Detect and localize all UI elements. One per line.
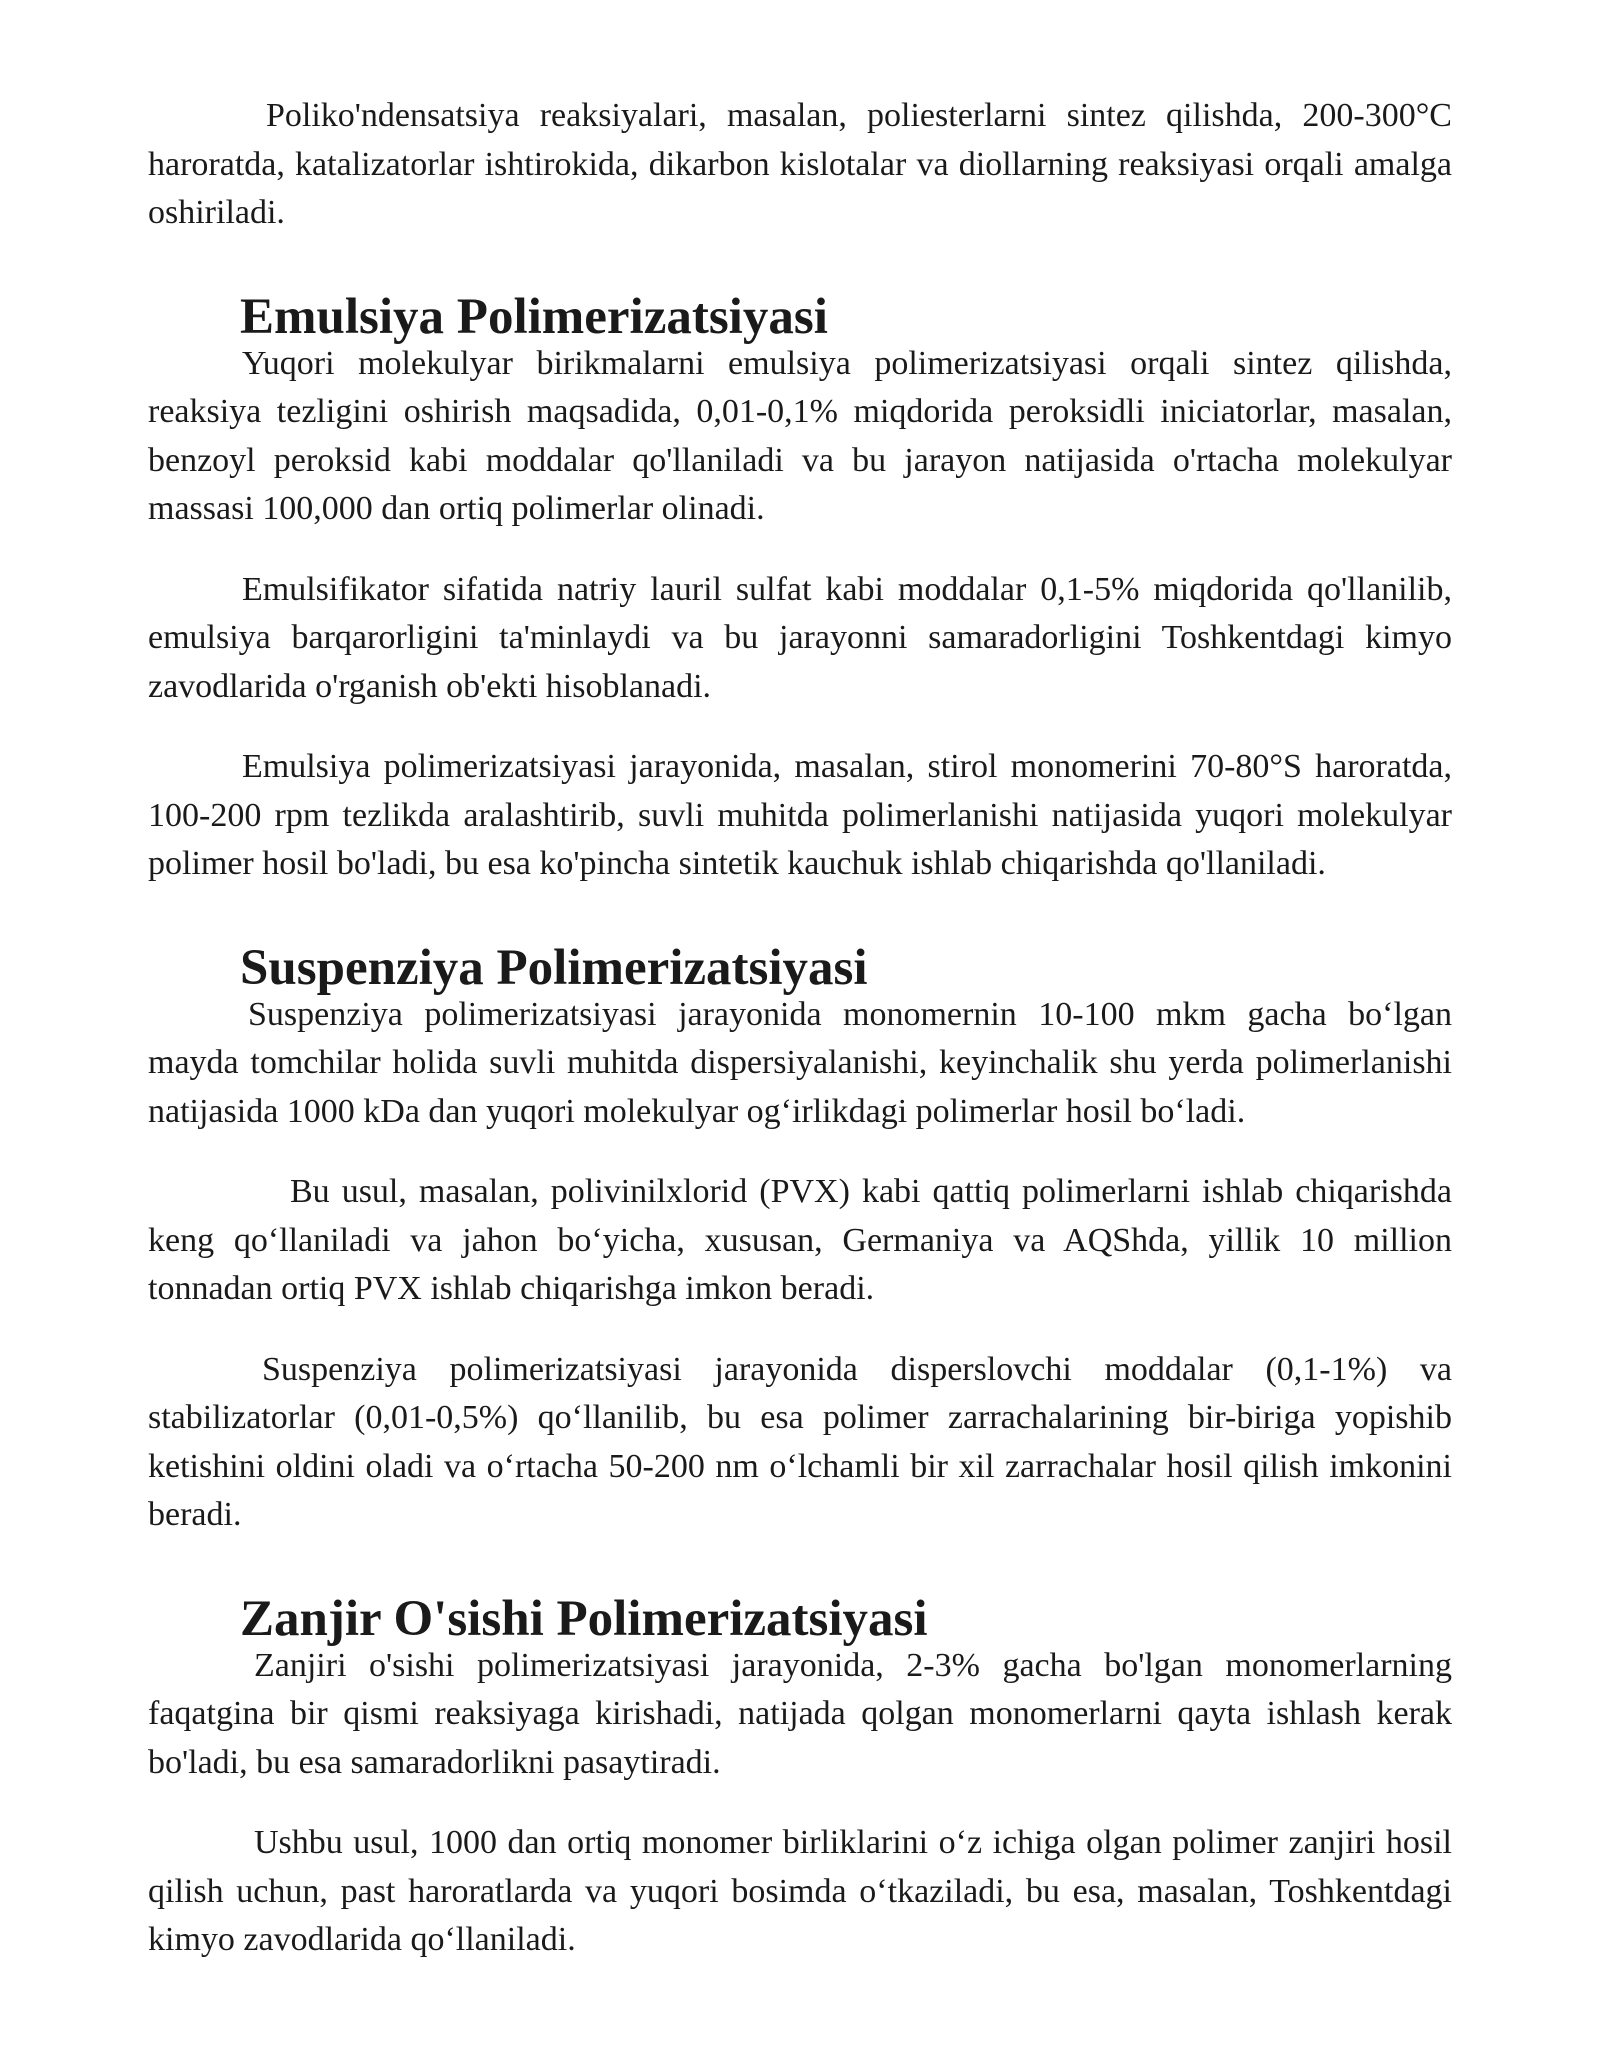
paragraph-chain-growth-method: Ushbu usul, 1000 dan ortiq monomer birliklarini o‘z ichiga olgan polimer zanjiri hosil qilish uchun, past haroratlarda va yuqori bosimda o‘tkaziladi, bu esa, masalan, Toshkentdagi kimyo zavodlarida qo‘llaniladi. xyxy=(148,1824,1452,1958)
paragraph-dispersants: Suspenziya polimerizatsiyasi jarayonida disperslovchi moddalar (0,1-1%) va stabilizatorlar (0,01-0,5%) qo‘llanilib, bu esa polimer zarrachalarining bir-biriga yopishib ketishini oldini oladi va o‘rtacha 50-200 nm o‘lchamli bir xil zarrachalar hosil qilish imkonini beradi. xyxy=(148,1350,1452,1533)
paragraph-polycondensation: Poliko'ndensatsiya reaksiyalari, masalan, poliesterlarni sintez qilishda, 200-300°C haroratda, katalizatorlar ishtirokida, dikarbon kislotalar va diollarning reaksiyasi orqali amalga oshiriladi. xyxy=(148,97,1452,231)
spacer xyxy=(148,889,1452,945)
spacer xyxy=(148,238,1452,294)
spacer xyxy=(148,711,1452,743)
heading-suspension-polymerization: Suspenziya Polimerizatsiyasi xyxy=(240,939,868,996)
spacer xyxy=(148,1136,1452,1168)
paragraph-emulsion-intro: Yuqori molekulyar birikmalarni emulsiya polimerizatsiyasi orqali sintez qilishda, reaksiya tezligini oshirish maqsadida, 0,01-0,1% miqdorida peroksidli iniciatorlar, masalan, benzoyl peroksid kabi moddalar qo'llaniladi va bu jarayon natijasida o'rtacha molekulyar massasi 100,000 dan ortiq polimerlar olinadi. xyxy=(148,344,1452,527)
heading-chain-growth-polymerization: Zanjir O'sishi Polimerizatsiyasi xyxy=(240,1590,928,1647)
spacer xyxy=(148,534,1452,566)
paragraph-chain-growth-intro: Zanjiri o'sishi polimerizatsiyasi jarayonida, 2-3% gacha bo'lgan monomerlarning faqatgina bir qismi reaksiyaga kirishadi, natijada qolgan monomerlarni qayta ishlash kerak bo'ladi, bu esa samaradorlikni pasaytiradi. xyxy=(148,1646,1452,1781)
paragraph-emulsifier: Emulsifikator sifatida natriy lauril sulfat kabi moddalar 0,1-5% miqdorida qo'llanilib, emulsiya barqarorligini ta'minlaydi va bu jarayonni samaradorligini Toshkentdagi kimyo zavodlarida o'rganish ob'ekti hisoblanadi. xyxy=(148,570,1452,705)
spacer xyxy=(148,1314,1452,1346)
paragraph-suspension-intro: Suspenziya polimerizatsiyasi jarayonida monomernin 10-100 mkm gacha bo‘lgan mayda tomchilar holida suvli muhitda dispersiyalanishi, keyinchalik shu yerda polimerlanishi natijasida 1000 kDa dan yuqori molekulyar og‘irlikdagi polimerlar hosil bo‘ladi. xyxy=(148,995,1452,1130)
spacer xyxy=(148,1540,1452,1596)
heading-emulsion-polymerization: Emulsiya Polimerizatsiyasi xyxy=(240,288,828,345)
spacer xyxy=(148,1787,1452,1819)
paragraph-pvc: Bu usul, masalan, polivinilxlorid (PVX) kabi qattiq polimerlarni ishlab chiqarishda keng qo‘llaniladi va jahon bo‘yicha, xususan, Germaniya va AQShda, yillik 10 million tonnadan ortiq PVX ishlab chiqarishga imkon beradi. xyxy=(148,1173,1452,1307)
document-page xyxy=(148,92,1452,1965)
paragraph-emulsion-process: Emulsiya polimerizatsiyasi jarayonida, masalan, stirol monomerini 70-80°S haroratda, 100-200 rpm tezlikda aralashtirib, suvli muhitda polimerlanishi natijasida yuqori molekulyar polimer hosil bo'ladi, bu esa ko'pincha sintetik kauchuk ishlab chiqarishda qo'llaniladi. xyxy=(148,748,1452,882)
